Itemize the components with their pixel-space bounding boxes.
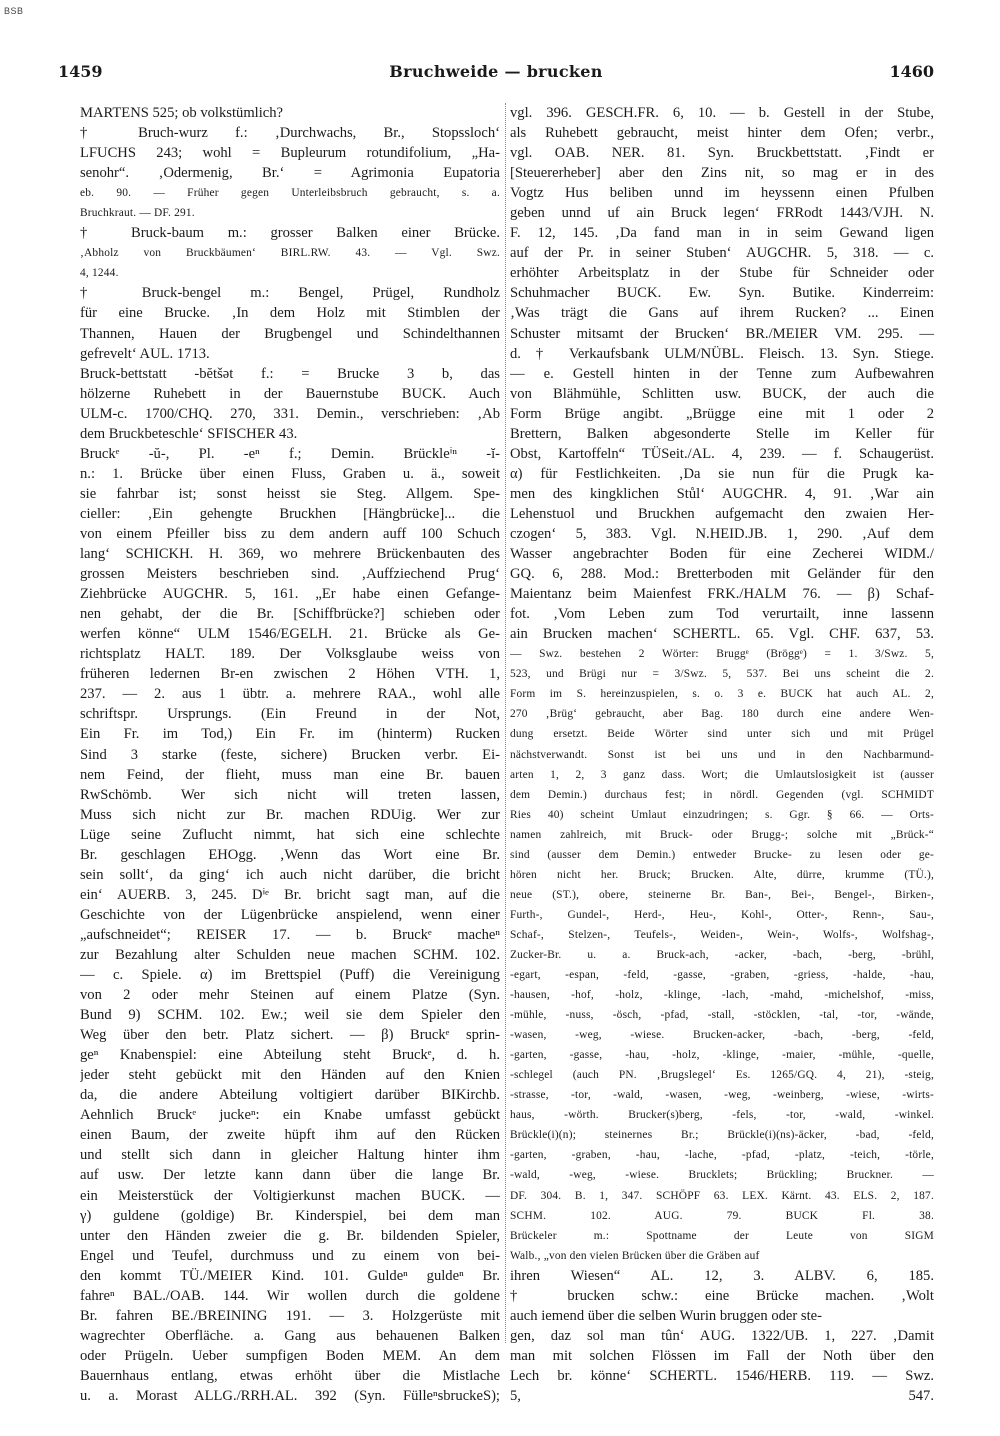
text-line: „aufschneidet“; REISER 17. — b. Bruckᵉ macheⁿ — [80, 926, 500, 943]
text-line: ein Meisterstück der Voltigierkunst machen BUCK. — — [80, 1187, 500, 1204]
text-line: nächstverwandt. Sonst ist bei uns und in den Nachbarmund- — [510, 748, 934, 761]
text-line: Br. geschlagen EHOgg. ‚Wenn das Wort eine Br. — [80, 846, 500, 863]
text-line: α) für Festlichkeiten. ‚Da sie nun für die Prugk ka- — [510, 465, 934, 482]
text-line: -wasen, -weg, -wiese. Brucken-acker, -bach, -berg, -feld, — [510, 1029, 934, 1042]
text-line: ihren Wiesen“ AL. 12, 3. ALBV. 6, 185. — [510, 1267, 934, 1284]
text-line: auch iemend über die selben Wurin bruggen oder ste- — [510, 1307, 822, 1324]
text-line: Form Brüge angibt. „Brügge eine mit 1 oder 2 — [510, 405, 934, 422]
text-line: neue (ST.), obere, steinerne Br. Ban-, Bei-, Bengel-, Birken-, — [510, 888, 934, 901]
text-line: hölzerne Ruhebett in der Bauernstube BUCK. Auch — [80, 385, 500, 402]
running-title: Bruchweide — brucken — [389, 62, 603, 81]
text-line: — Swz. bestehen 2 Wörter: Bruggᵉ (Bröggᵉ) = 1. 3/Swz. 5, — [510, 648, 934, 661]
text-line: erhöhter Arbeitsplatz in der Stube für Schneider oder — [510, 265, 934, 282]
text-line: ULM-c. 1700/CHQ. 270, 331. Demin., verschrieben: ‚Ab — [80, 405, 500, 422]
text-line: dung ersetzt. Beide Wörter sind unter sich und mit Prügel — [510, 728, 934, 741]
text-line: fot. ‚Vom Leben zum Tod verurtailt, inne lassenn — [510, 606, 934, 623]
text-line: Br. fahren BE./BREINING 191. — 3. Holzgerüste mit — [80, 1307, 500, 1324]
text-line: DF. 304. B. 1, 347. SCHÖPF 63. LEX. Kärnt. 43. ELS. 2, 187. — [510, 1189, 934, 1202]
text-line: Ein Fr. im Tod,) Ein Fr. im (hinterm) Rucken — [80, 726, 500, 743]
text-line: gefrevelt‘ AUL. 1713. — [80, 345, 210, 362]
text-line: Sind 3 starke (feste, sichere) Brucken verbr. Ei- — [80, 746, 500, 763]
text-line: auf der Pr. in seiner Stuben‘ AUGCHR. 5, 318. — c. — [510, 245, 934, 262]
page-number-left: 1459 — [58, 62, 103, 81]
right-column — [510, 103, 934, 1406]
text-line: — c. Spiele. α) im Brettspiel (Puff) die Vereinigung — [80, 967, 500, 984]
text-line: dem Demin.) durchaus fest; in nördl. Gegenden (vgl. SCHMIDT — [510, 788, 934, 801]
text-line: — e. Gestell hinten in der Tenne zum Aufbewahren — [510, 365, 934, 382]
text-line: schriftspr. Ursprungs. (Ein Freund in der Not, — [80, 706, 500, 723]
text-line: † Bruck-baum m.: grosser Balken einer Brücke. — [80, 225, 500, 242]
text-line: Aehnlich Bruckᵉ juckeⁿ: ein Knabe umfasst gebückt — [80, 1107, 500, 1124]
text-line: ain Brucken machen‘ SCHERTL. 65. Vgl. CHF. 637, 53. — [510, 626, 934, 643]
text-line: hören nicht her. Bruck; Brucken. Alte, dürre, krumme (TÜ.), — [510, 868, 934, 881]
text-line: jeder steht gebückt mit den Händen auf den Knien — [80, 1067, 500, 1084]
text-line: -egart, -espan, -feld, -gasse, -graben, -griess, -halde, -hau, — [510, 969, 934, 982]
text-line: von 2 oder mehr Steinen auf einem Platze (Syn. — [80, 987, 500, 1004]
text-line: Thannen, Hauen der Brugbengel und Schindelthannen — [80, 325, 500, 342]
text-line: da, die andere Abteilung voltigiert darüber BIKirchb. — [80, 1087, 500, 1104]
text-line: als Ruhebett gebraucht, meist hinter dem Ofen; verbr., — [510, 125, 934, 142]
text-line: Bruchkraut. — DF. 291. — [80, 207, 195, 220]
text-line: -hausen, -hof, -holz, -klinge, -lach, -mahd, -michelshof, -miss, — [510, 989, 934, 1002]
text-line: czogen‘ 5, 383. Vgl. N.HEID.JB. 1, 290. ‚Auf dem — [510, 525, 934, 542]
text-line: Brückeler m.: Spottname der Leute von SIGM — [510, 1229, 934, 1242]
text-line: ein‘ AUERB. 3, 245. Dⁱᵉ Br. bricht sagt man, auf die — [80, 886, 500, 903]
text-line: für eine Brucke. ‚In dem Holz mit Stimblen der — [80, 305, 500, 322]
text-line: [Steuererheber] aber den Zins nit, so mag er in des — [510, 165, 934, 182]
text-line: d. † Verkaufsbank ULM/NÜBL. Fleisch. 13. Syn. Stiege. — [510, 345, 934, 362]
page-number-right: 1460 — [889, 62, 934, 81]
text-line: nen gehabt, der die Br. [Schiffbrücke?] schieben oder — [80, 606, 500, 623]
text-line: cieller: ‚Ein gehengte Bruckhen [Hängbrücke]... die — [80, 505, 500, 522]
text-line: grossen Meisters beschrieben sind. ‚Auffziechend Prug‘ — [80, 566, 500, 583]
text-line: früheren ledernen Br-en zwischen 2 Höhen VTH. 1, — [80, 666, 500, 683]
text-line: vgl. OAB. NER. 81. Syn. Bruckbettstatt. ‚Findt er — [510, 145, 934, 162]
text-line: Lehenstuol und Bruckhen aufgemacht den zwaien Her- — [510, 505, 934, 522]
text-line: werfen könne“ ULM 1546/EGELH. 21. Brücke als Ge- — [80, 626, 500, 643]
text-line: 237. — 2. aus 1 übtr. a. mehrere RAA., wohl alle — [80, 686, 500, 703]
text-line: -schlegel (auch PN. ‚Brugslegel‘ Es. 1265/GQ. 4, 21), -steig, — [510, 1069, 934, 1082]
text-line: Ziehbrücke AUGCHR. 5, 161. „Er habe einen Gefange- — [80, 586, 500, 603]
text-line: von Blähmühle, Schlitten usw. BUCK, der auch die — [510, 385, 934, 402]
text-line: 4, 1244. — [80, 267, 119, 280]
text-line: dem Bruckbeteschle‘ SFISCHER 43. — [80, 425, 298, 442]
text-line: MARTENS 525; ob volkstümlich? — [80, 105, 284, 121]
text-line: γ) guldene (goldige) Br. Kinderspiel, bei dem man — [80, 1207, 500, 1224]
text-line: den kommt TÜ./MEIER Kind. 101. Guldeⁿ guldeⁿ Br. — [80, 1267, 500, 1284]
text-line: senohr“. ‚Odermenig, Br.‘ = Agrimonia Eupatoria — [80, 165, 500, 182]
text-line: Bruckᵉ -ŭ-, Pl. -eⁿ f.; Demin. Brückleⁱⁿ -ĭ- — [80, 445, 500, 462]
text-line: 270 ‚Brüg‘ gebraucht, aber Bag. 180 durch eine andere Wen- — [510, 708, 934, 721]
text-line: † Bruch-wurz f.: ‚Durchwachs, Br., Stopssloch‘ — [80, 125, 500, 142]
text-line: Muss sich nicht zur Br. machen RDUig. Wer zur — [80, 806, 500, 823]
text-line: 523, und Brügi nur = 3/Swz. 5, 537. Bei uns scheint die 2. — [510, 668, 934, 681]
text-line: Vogtz Hus beliben unnd im heyssenn einen Pfulben — [510, 185, 934, 202]
text-line: -garten, -graben, -hau, -lache, -pfad, -platz, -teich, -törle, — [510, 1149, 934, 1162]
library-stamp: BSB — [4, 6, 24, 16]
text-line: Engel und Teufel, durchmuss und zu einem von bei- — [80, 1247, 500, 1264]
text-line: Geschichte von der Lügenbrücke anspielend, wenn einer — [80, 906, 500, 923]
text-line: sie fahrbar ist; sonst heisst sie Steg. Allgem. Spe- — [80, 485, 500, 502]
text-line: Schaf-, Stelzen-, Teufels-, Weiden-, Wein-, Wolfs-, Wolfshag-, — [510, 928, 934, 941]
text-line: Bauernhaus entlang, etwas erhöht über die Mistlache — [80, 1367, 500, 1384]
text-line: † Bruck-bengel m.: Bengel, Prügel, Rundholz — [80, 285, 500, 302]
text-line: gen, daz sol man tûn‘ AUG. 1322/UB. 1, 227. ‚Damit — [510, 1327, 934, 1344]
text-line: Bund 9) SCHM. 102. Ew.; weil sie dem Spieler den — [80, 1007, 500, 1024]
text-line: Wasser angebrachter Boden für eine Zecherei WIDM./ — [510, 546, 934, 563]
text-line: Walb., „von den vielen Brücken über die Gräben auf — [510, 1249, 760, 1262]
text-line: man mit solchen Flössen im Fall der Noth über den — [510, 1347, 934, 1364]
text-line: n.: 1. Brücke über einen Fluss, Graben u. ä., soweit — [80, 465, 500, 482]
text-line: Zucker-Br. u. a. Bruck-ach, -acker, -bach, -berg, -brühl, — [510, 948, 934, 961]
column-divider — [505, 103, 506, 1343]
text-line: † brucken schw.: eine Brücke machen. ‚Wolt — [510, 1287, 934, 1304]
text-line: und stellt sich dann in gleicher Haltung hinter ihm — [80, 1147, 500, 1164]
text-line: Furth-, Gundel-, Herd-, Heu-, Kohl-, Otter-, Renn-, Sau-, — [510, 908, 934, 921]
text-line: wagrechter Oberfläche. a. Gang aus behauenen Balken — [80, 1327, 500, 1344]
text-line: Lüge seine Zuflucht nimmt, hat sich eine schlechte — [80, 826, 500, 843]
text-line: Weg über den betr. Platz sichert. — β) Bruckᵉ sprin- — [80, 1027, 500, 1044]
text-line: zur Bezahlung alter Schulden neue machen SCHM. 102. — [80, 946, 500, 963]
text-line: namen zahlreich, mit Bruck- oder Brugg-; solche mit „Brück-“ — [510, 828, 934, 841]
left-column — [80, 103, 500, 1406]
text-line: RwSchömb. Wer sich nicht will treten lassen, — [80, 786, 500, 803]
text-line: Schuhmacher BUCK. Ew. Syn. Butike. Kinderreim: — [510, 285, 934, 302]
text-line: ‚Was trägt die Gans auf ihrem Rucken? ... Einen — [510, 305, 934, 322]
text-line: Obst, Kartoffeln“ TÜSeit./AL. 4, 239. — f. Schaugerüst. — [510, 445, 934, 462]
text-line: nem Feind, der flieht, muss man eine Br. bauen — [80, 766, 500, 783]
text-line: 5, 547. — [510, 1388, 934, 1404]
text-line: richtsplatz HALT. 189. Der Volksglaube weiss von — [80, 646, 500, 663]
text-line: -wald, -weg, -wiese. Brucklets; Brückling; Bruckner. — — [510, 1169, 934, 1182]
text-line: -strasse, -tor, -wald, -wasen, -weg, -weinberg, -wiese, -wirts- — [510, 1089, 934, 1102]
text-line: geⁿ Knabenspiel: eine Abteilung steht Bruckᵉ, d. h. — [80, 1047, 500, 1064]
text-line: geben unnd uf ain Bruck legen‘ FRRodt 1443/VJH. N. — [510, 205, 934, 222]
text-line: auf usw. Der letzte kann dann über die lange Br. — [80, 1167, 500, 1184]
text-line: Form im S. hereinzuspielen, s. o. 3 e. BUCK hat auch AL. 2, — [510, 688, 934, 701]
text-line: Ries 40) scheint Umlaut einzudringen; s. Ggr. § 66. — Orts- — [510, 808, 934, 821]
text-line: sind (ausser dem Demin.) entweder Brucke- zu lesen oder ge- — [510, 848, 934, 861]
text-line: haus, -wörth. Brucker(s)berg, -fels, -tor, -wald, -winkel. — [510, 1109, 934, 1122]
text-line: men des kingklichen Stůl‘ AUGCHR. 4, 91. ‚War ain — [510, 485, 934, 502]
text-line: -garten, -gasse, -hau, -holz, -klinge, -maier, -mühle, -quelle, — [510, 1049, 934, 1062]
text-line: GQ. 6, 288. Mod.: Bretterboden mit Geländer für den — [510, 566, 934, 583]
page-header — [58, 62, 934, 86]
text-line: einen Baum, der zweite hüpft ihm auf den Rücken — [80, 1127, 500, 1144]
text-line: u. a. Morast ALLG./RRH.AL. 392 (Syn. FülleⁿsbruckeS); — [80, 1388, 500, 1404]
text-line: Bruck-bettstatt -bĕtšət f.: = Brucke 3 b, das — [80, 365, 500, 382]
text-line: SCHM. 102. AUG. 79. BUCK Fl. 38. — [510, 1209, 934, 1222]
text-line: arten 1, 2, 3 ganz dass. Wort; die Umlautslosigkeit ist (ausser — [510, 768, 934, 781]
text-line: ‚Abholz von Bruckbäumen‘ BIRL.RW. 43. — Vgl. Swz. — [80, 247, 500, 260]
text-line: F. 12, 145. ‚Da fand man in in seim Gewand ligen — [510, 225, 934, 242]
text-line: LFUCHS 243; wohl = Bupleurum rotundifolium, „Ha- — [80, 145, 500, 162]
text-line: oder Prügeln. Ueber sumpfigen Boden MEM. An dem — [80, 1347, 500, 1364]
text-line: fahreⁿ BAL./OAB. 144. Wir wollen durch die goldene — [80, 1287, 500, 1304]
text-line: unter den Händen zweier die g. Br. bildenden Spieler, — [80, 1227, 500, 1244]
text-line: Maientanz beim Maienfest FRK./HALM 76. — β) Schaf- — [510, 586, 934, 603]
text-line: eb. 90. — Früher gegen Unterleibsbruch gebraucht, s. a. — [80, 187, 500, 200]
text-line: Brettern, Balken abgesonderte Stelle im Keller für — [510, 425, 934, 442]
text-line: von einem Pfeiller biss zu dem andern auff 100 Schuch — [80, 525, 500, 542]
text-line: sein sollt‘, da ging‘ ich auch nicht darüber, die bricht — [80, 866, 500, 883]
text-line: Lech br. könne‘ SCHERTL. 1546/HERB. 119. — Swz. — [510, 1367, 934, 1384]
text-line: Brückle(i)(n); steinernes Br.; Brückle(i)(ns)-äcker, -bad, -feld, — [510, 1129, 934, 1142]
text-line: Schuster mitsamt der Brucken‘ BR./MEIER VM. 295. — — [510, 325, 934, 342]
text-line: vgl. 396. GESCH.FR. 6, 10. — b. Gestell in der Stube, — [510, 105, 934, 121]
text-line: -mühle, -nuss, -ösch, -pfad, -stall, -stöcklen, -tal, -tor, -wände, — [510, 1009, 934, 1022]
text-line: lang‘ SCHICKH. H. 369, wo mehrere Brückenbauten des — [80, 546, 500, 563]
